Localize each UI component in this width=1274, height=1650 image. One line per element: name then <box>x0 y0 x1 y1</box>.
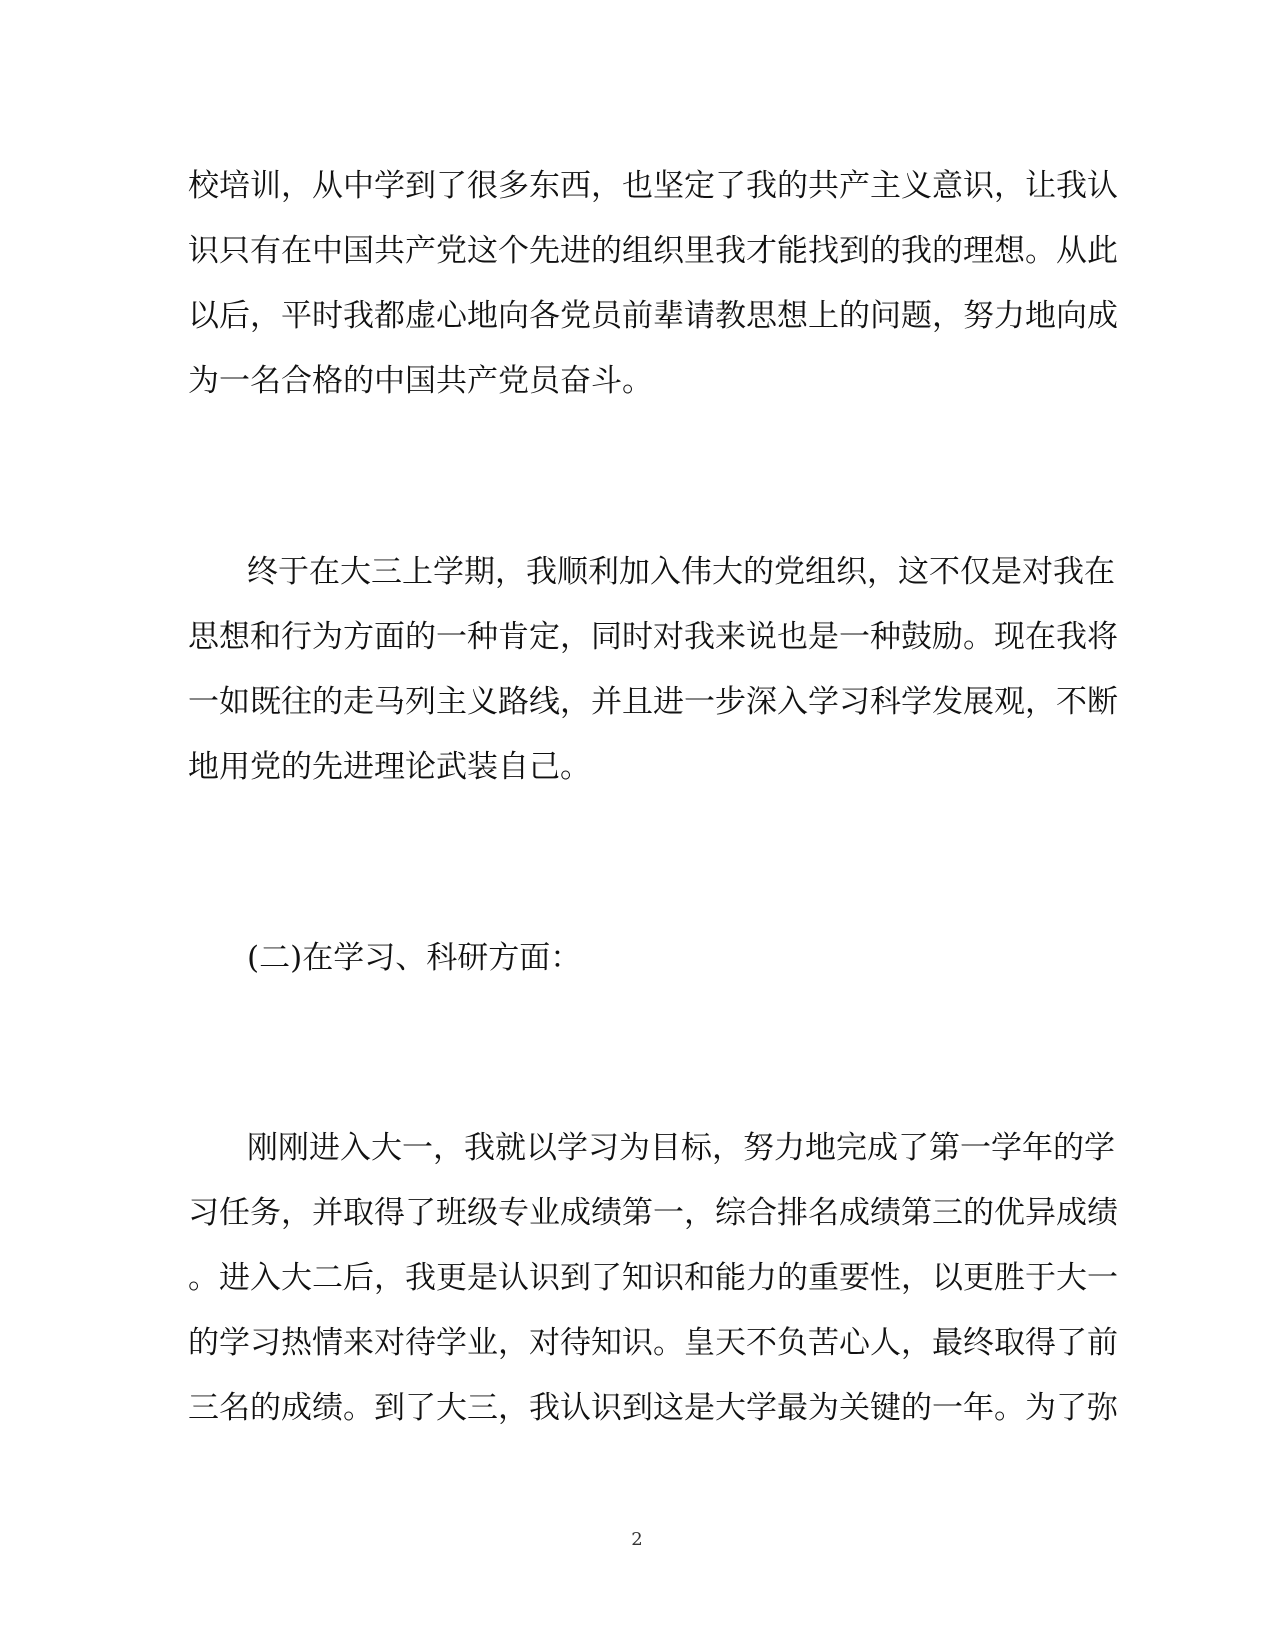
text-line: 识只有在中国共产党这个先进的组织里我才能找到的我的理想。从此 <box>188 233 1118 269</box>
text-line: 以后，平时我都虚心地向各党员前辈请教思想上的问题，努力地向成 <box>188 298 1118 334</box>
page-number: 2 <box>631 1529 643 1550</box>
section-heading: (二)在学习、科研方面： <box>247 940 582 976</box>
text-line: 地用党的先进理论武装自己。 <box>188 749 591 785</box>
text-line: 思想和行为方面的一种肯定，同时对我来说也是一种鼓励。现在我将 <box>188 619 1118 655</box>
text-line: 习任务，并取得了班级专业成绩第一，综合排名成绩第三的优异成绩 <box>188 1195 1118 1231</box>
text-line: 。进入大二后，我更是认识到了知识和能力的重要性，以更胜于大一 <box>188 1260 1118 1296</box>
text-line: 的学习热情来对待学业，对待知识。皇天不负苦心人，最终取得了前 <box>188 1325 1118 1361</box>
text-line: 刚刚进入大一，我就以学习为目标，努力地完成了第一学年的学 <box>247 1130 1115 1166</box>
text-line: 一如既往的走马列主义路线，并且进一步深入学习科学发展观，不断 <box>188 684 1118 720</box>
text-line: 为一名合格的中国共产党员奋斗。 <box>188 363 653 399</box>
text-line: 校培训，从中学到了很多东西，也坚定了我的共产主义意识，让我认 <box>188 168 1118 204</box>
text-line: 三名的成绩。到了大三，我认识到这是大学最为关键的一年。为了弥 <box>188 1390 1118 1426</box>
text-line: 终于在大三上学期，我顺利加入伟大的党组织，这不仅是对我在 <box>247 554 1115 590</box>
